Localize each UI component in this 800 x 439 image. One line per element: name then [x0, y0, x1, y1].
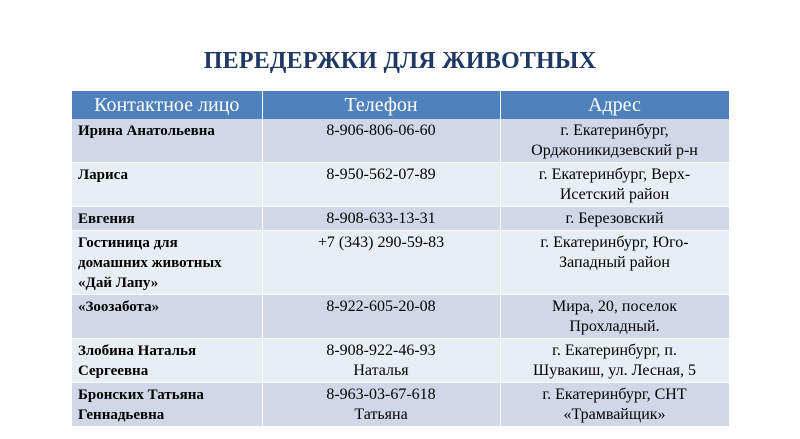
column-header-phone: Телефон	[262, 91, 500, 119]
phone-number: 8-908-922-46-93	[326, 342, 436, 359]
address-line: г. Екатеринбург, п.	[552, 342, 677, 359]
column-header-address: Адрес	[500, 91, 729, 119]
address-cell	[500, 339, 729, 383]
address-line: Мира, 20, поселок	[551, 298, 677, 315]
phone-cell	[262, 207, 500, 231]
address-line: Шувакиш, ул. Лесная, 5	[533, 362, 696, 379]
table-row	[72, 163, 729, 207]
phone-cell	[262, 231, 500, 295]
address-line: г. Березовский	[565, 210, 664, 227]
contact-cell	[72, 339, 262, 383]
address-line: г. Екатеринбург, Юго-	[540, 234, 689, 251]
address-line: «Трамвайщик»	[563, 406, 666, 423]
phone-cell	[262, 119, 500, 163]
address-line: г. Екатеринбург, СНТ	[542, 386, 687, 403]
phone-cell	[262, 383, 500, 427]
contact-name: Лариса	[78, 167, 129, 183]
contact-name: Злобина Наталья	[78, 343, 197, 359]
phone-number: 8-906-806-06-60	[326, 122, 436, 139]
phone-number: 8-963-03-67-618	[326, 386, 436, 403]
address-line: Исетский район	[559, 186, 670, 203]
contact-name: Геннадьевна	[78, 407, 165, 423]
contact-name: Евгения	[78, 211, 135, 227]
phone-owner: Татьяна	[354, 406, 408, 423]
contact-cell	[72, 295, 262, 339]
address-line: Прохладный.	[569, 318, 660, 335]
address-cell	[500, 295, 729, 339]
contact-cell	[72, 231, 262, 295]
address-line: г. Екатеринбург,	[560, 122, 669, 139]
address-line: Западный район	[559, 254, 670, 271]
address-line: г. Екатеринбург, Верх-	[538, 166, 691, 183]
table-row	[72, 339, 729, 383]
table-row	[72, 295, 729, 339]
contact-name: «Зоозабота»	[78, 299, 160, 315]
contact-cell	[72, 119, 262, 163]
address-cell	[500, 163, 729, 207]
phone-cell	[262, 163, 500, 207]
phone-cell	[262, 295, 500, 339]
contact-name: «Дай Лапу»	[78, 275, 159, 291]
phone-number: 8-908-633-13-31	[326, 210, 436, 227]
contact-name: Сергеевна	[78, 363, 149, 379]
table-header-row	[72, 91, 729, 119]
table-row	[72, 231, 729, 295]
contact-name: домашних животных	[78, 255, 222, 271]
table-row	[72, 207, 729, 231]
contact-cell	[72, 163, 262, 207]
column-header-contact: Контактное лицо	[72, 91, 262, 119]
address-line: Орджоникидзевский р-н	[531, 142, 698, 159]
phone-number: 8-922-605-20-08	[326, 298, 436, 315]
page-title: ПЕРЕДЕРЖКИ ДЛЯ ЖИВОТНЫХ	[203, 48, 597, 74]
table-row	[72, 119, 729, 163]
phone-number: 8-950-562-07-89	[326, 166, 436, 183]
address-cell	[500, 119, 729, 163]
address-cell	[500, 231, 729, 295]
phone-cell	[262, 339, 500, 383]
contact-name: Бронских Татьяна	[78, 387, 204, 403]
table-row	[72, 383, 729, 427]
contact-cell	[72, 207, 262, 231]
phone-number: +7 (343) 290-59-83	[317, 234, 445, 251]
contact-name: Гостиница для	[78, 235, 178, 251]
contact-cell	[72, 383, 262, 427]
shelters-table	[72, 91, 730, 427]
phone-owner: Наталья	[353, 362, 409, 379]
address-cell	[500, 383, 729, 427]
contact-name: Ирина Анатольевна	[78, 123, 215, 139]
address-cell	[500, 207, 729, 231]
